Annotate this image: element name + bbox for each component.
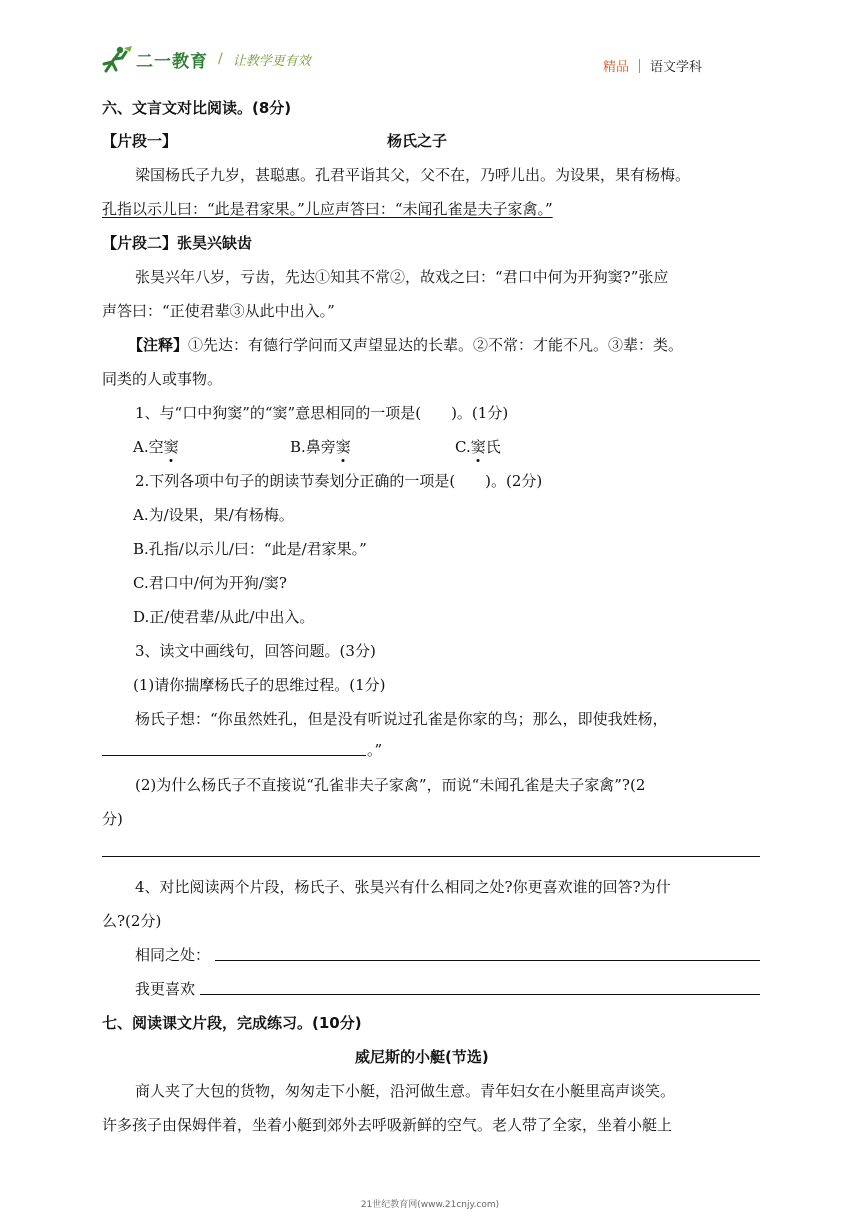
- passage2-heading: 【片段二】张昊兴缺齿: [102, 234, 253, 252]
- option-c: C.君口中/何为开狗/窦?: [133, 574, 287, 592]
- passage2-line: 声答曰：“正使君辈③从此中出入。”: [102, 302, 335, 320]
- option-d: D.正/使君辈/从此/中出入。: [133, 608, 315, 626]
- prefer-label: 我更喜欢: [135, 980, 196, 998]
- question-3-1: (1)请你揣摩杨氏子的思维过程。(1分): [133, 676, 386, 694]
- question-4: 4、对比阅读两个片段，杨氏子、张昊兴有什么相同之处?你更喜欢谁的回答?为什: [135, 878, 671, 896]
- passage-line: 商人夹了大包的货物，匆匆走下小艇，沿河做生意。青年妇女在小艇里高声谈笑。: [135, 1082, 676, 1100]
- logo: [100, 44, 311, 74]
- section-heading: 七、阅读课文片段，完成练习。(10分): [102, 1014, 362, 1032]
- annotation: [128, 335, 683, 355]
- question-3-2: 分): [102, 810, 123, 828]
- question-2: 2.下列各项中句子的朗读节奏划分正确的一项是( )。(2分): [135, 472, 543, 490]
- passage1-label: 【片段一】: [102, 132, 178, 150]
- annotation-text: 同类的人或事物。: [102, 370, 223, 388]
- question-3-1-prompt: 杨氏子想：“你虽然姓孔，但是没有听说过孔雀是你家的鸟；那么，即使我姓杨，: [135, 710, 668, 728]
- answer-blank[interactable]: [102, 856, 760, 857]
- page-header: [100, 44, 760, 80]
- answer-blank[interactable]: [102, 755, 366, 756]
- question-4: 么?(2分): [102, 912, 162, 930]
- header-meta: [603, 56, 702, 75]
- passage-line: 许多孩子由保姆伴着，坐着小艇到郊外去呼吸新鲜的空气。老人带了全家，坐着小艇上: [102, 1116, 673, 1134]
- quote-end: 。”: [367, 741, 383, 759]
- same-label: 相同之处：: [135, 946, 211, 964]
- option-a: A.空窦: [133, 438, 179, 456]
- answer-blank[interactable]: [215, 960, 760, 961]
- annotation-text: ①先达：有德行学问而又声望显达的长辈。②不常：才能不凡。③辈：类。: [188, 336, 684, 354]
- option-a: A.为/设果，果/有杨梅。: [133, 506, 294, 524]
- passage1-title: 杨氏之子: [387, 132, 448, 150]
- option-b: B.鼻旁窦: [290, 438, 351, 456]
- question-3: 3、读文中画线句，回答问题。(3分): [135, 642, 376, 660]
- page-footer: 21世纪教育网(www.21cnjy.com): [360, 1200, 500, 1210]
- question-3-2: (2)为什么杨氏子不直接说“孔雀非夫子家禽”，而说“未闻孔雀是夫子家禽”?(2: [135, 776, 646, 794]
- option-c: C.窦氏: [455, 438, 501, 456]
- runner-logo-icon: [100, 44, 134, 74]
- option-b: B.孔指/以示儿/曰：“此是/君家果。”: [133, 540, 367, 558]
- passage1-underlined-line: 孔指以示儿曰：“此是君家果。”儿应声答曰：“未闻孔雀是夫子家禽。”: [102, 200, 553, 218]
- divider: [639, 59, 640, 73]
- logo-text: 二一教育: [136, 51, 208, 72]
- divider-slash: /: [218, 51, 223, 67]
- passage-title: 威尼斯的小艇(节选): [355, 1048, 489, 1066]
- passage2-line: 张昊兴年八岁，亏齿，先达①知其不常②，故戏之曰：“君口中何为开狗窦?”张应: [135, 268, 669, 286]
- answer-blank[interactable]: [200, 994, 760, 995]
- section-heading: 六、文言文对比阅读。(8分): [102, 99, 292, 117]
- passage1-line: 梁国杨氏子九岁，甚聪惠。孔君平诣其父，父不在，乃呼儿出。为设果，果有杨梅。: [135, 166, 691, 184]
- question-1: 1、与“口中狗窦”的“窦”意思相同的一项是( )。(1分): [135, 404, 509, 422]
- annotation-label: 【注释】: [128, 336, 189, 354]
- subject-label: 语文学科: [649, 60, 702, 75]
- tagline: 让教学更有效: [232, 53, 311, 69]
- quality-badge: 精品: [602, 60, 629, 75]
